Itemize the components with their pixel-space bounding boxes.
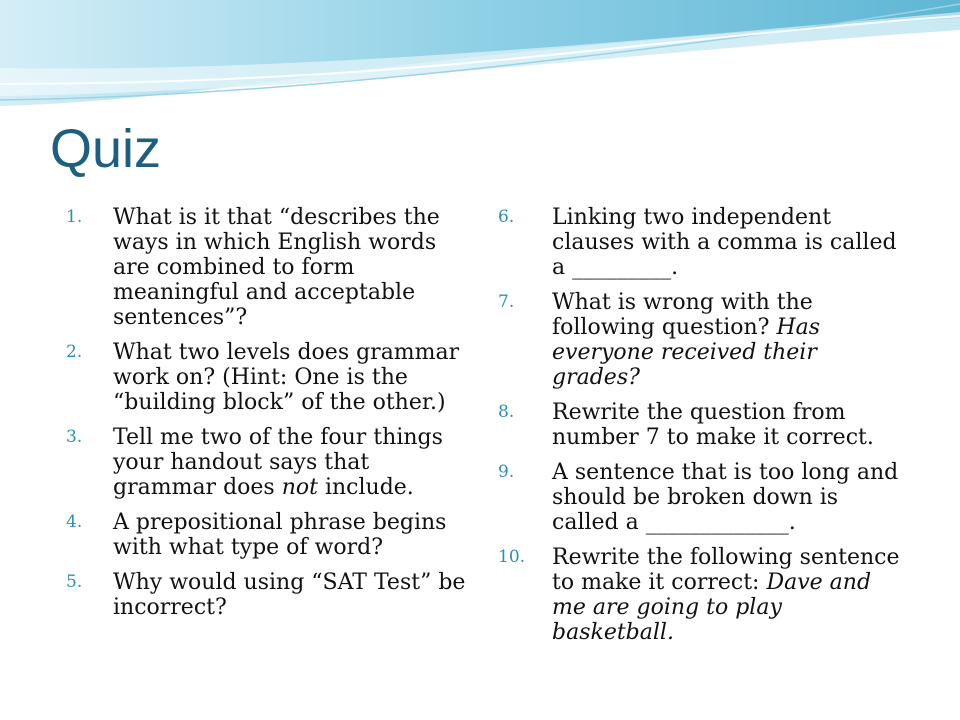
- item-text-emphasis: Has everyone received their grades?: [552, 315, 821, 390]
- quiz-item-2: [66, 340, 466, 415]
- item-text: [552, 545, 908, 645]
- quiz-item-4: [66, 510, 466, 560]
- quiz-item-1: [66, 205, 466, 330]
- quiz-item-10: [498, 545, 908, 645]
- item-number: 4.: [66, 512, 83, 532]
- quiz-list-right: [498, 205, 908, 655]
- quiz-item-9: [498, 460, 908, 535]
- quiz-item-8: [498, 400, 908, 450]
- item-text-part: include.: [317, 475, 414, 500]
- item-number: 7.: [498, 292, 515, 312]
- item-text-emphasis: not: [281, 475, 318, 500]
- item-text: A sentence that is too long and should be broken down is called a _____________.: [552, 460, 899, 535]
- quiz-item-7: [498, 290, 908, 390]
- item-text-part: Rewrite the following sentence to make it correct:: [552, 545, 900, 595]
- item-text: What two levels does grammar work on? (Hint: One is the “building block” of the other.): [113, 340, 460, 415]
- item-number: 2.: [66, 342, 83, 362]
- quiz-list-left: [66, 205, 466, 630]
- item-text: A prepositional phrase begins with what type of word?: [113, 510, 447, 560]
- item-text: [113, 425, 466, 500]
- item-text-part: What is wrong with the following question?: [552, 290, 813, 340]
- item-number: 8.: [498, 402, 515, 422]
- item-text: [552, 290, 908, 390]
- quiz-item-3: [66, 425, 466, 500]
- item-number: 5.: [66, 572, 83, 592]
- item-number: 10.: [498, 547, 526, 567]
- quiz-item-5: [66, 570, 466, 620]
- item-text: What is it that “describes the ways in which English words are combined to form meaningful and acceptable sentences”?: [113, 205, 440, 330]
- item-number: 6.: [498, 207, 515, 227]
- item-number: 1.: [66, 207, 83, 227]
- item-text-part: Tell me two of the four things your handout says that grammar does: [113, 425, 443, 500]
- item-text: Rewrite the question from number 7 to make it correct.: [552, 400, 874, 450]
- item-text-emphasis: Dave and me are going to play basketball.: [552, 570, 872, 645]
- item-text: Why would using “SAT Test” be incorrect?: [113, 570, 466, 620]
- slide-title: Quiz: [50, 119, 162, 179]
- header-wave-decoration: [0, 0, 960, 120]
- quiz-item-6: [498, 205, 908, 280]
- item-number: 9.: [498, 462, 515, 482]
- item-number: 3.: [66, 427, 83, 447]
- item-text: Linking two independent clauses with a comma is called a _________.: [552, 205, 897, 280]
